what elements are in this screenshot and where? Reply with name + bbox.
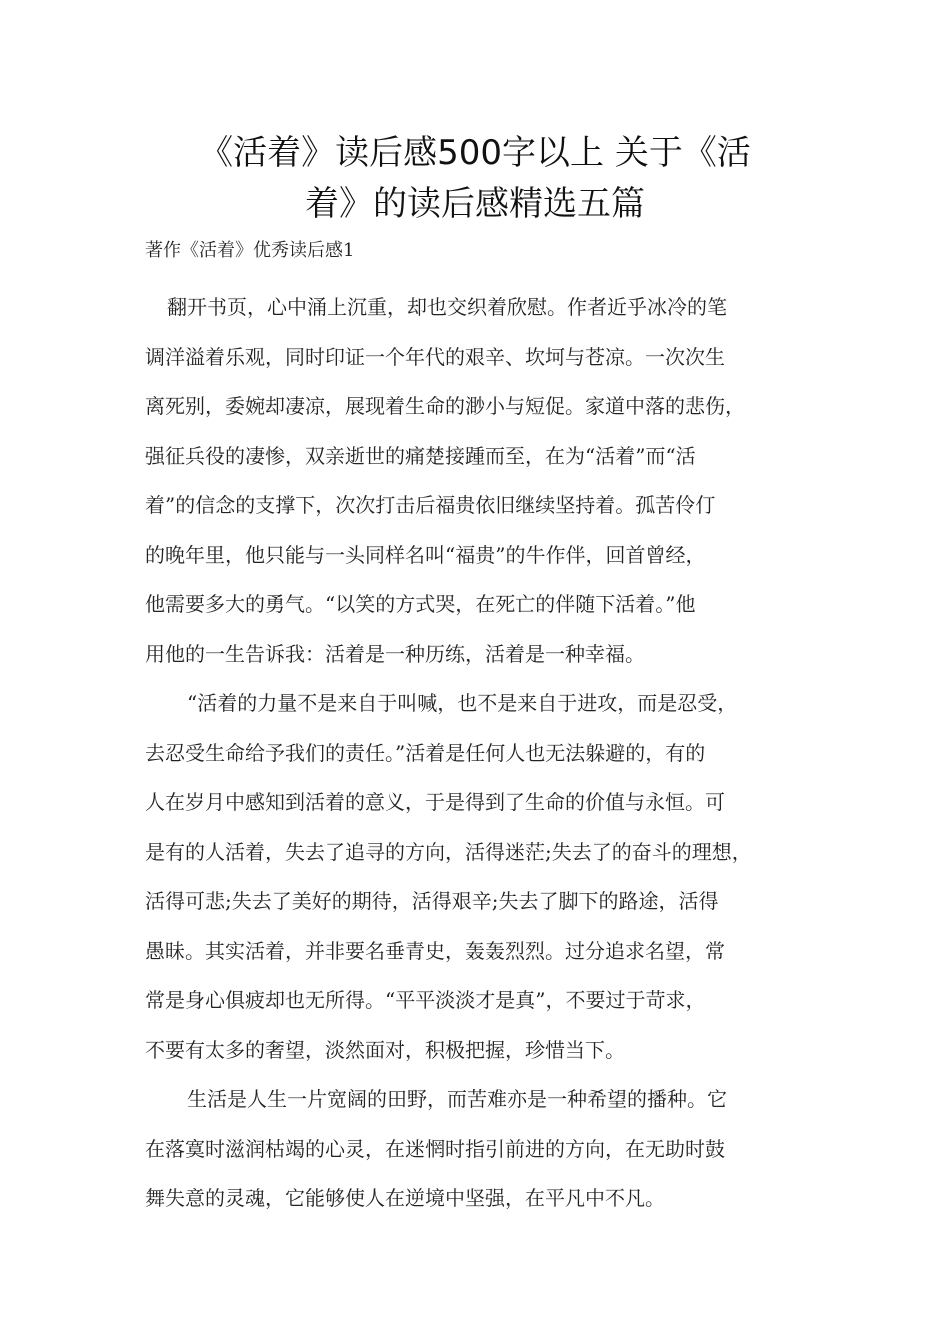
document-title bbox=[130, 128, 820, 230]
document-body bbox=[145, 283, 830, 1224]
section-heading: 著作《活着》优秀读后感1 bbox=[145, 240, 355, 261]
paragraph-2: “活着的力量不是来自于叫喊，也不是来自于进攻，而是忍受， 去忍受生命给予我们的责任。”活着是任何人也无法躲避的，有的 人在岁月中感知到活着的意义，于是得到了生命的价值与永恒。可 是有的人活着，失去了追寻的方向，活得迷茫;失去了的奋斗的理想， 活得可悲;失去了美好的期待，活得艰辛;失去了脚下的路途，活得 愚昧。其实活着，并非要名垂青史，轰轰烈烈。过分追求名望，常 常是身心俱疲却也无所得。“平平淡淡才是真”，不要过于苛求， 不要有太多的奢望，淡然面对，积极把握，珍惜当下。 bbox=[145, 691, 752, 1062]
paragraph-3: 生活是人生一片宽阔的田野，而苦难亦是一种希望的播种。它 在落寞时滋润枯竭的心灵，在迷惘时指引前进的方向，在无助时鼓 舞失意的灵魂，它能够使人在逆境中坚强，在平凡中不凡。 bbox=[145, 1087, 727, 1210]
title-line-1: 《活着》读后感500字以上 关于《活 bbox=[199, 133, 751, 173]
paragraph-1: 翻开书页，心中涌上沉重，却也交织着欣慰。作者近乎冰冷的笔 调洋溢着乐观，同时印证一个年代的艰辛、坎坷与苍凉。一次次生 离死别，委婉却凄凉，展现着生命的渺小与短促。家道中落的悲伤， 强征兵役的凄惨，双亲逝世的痛楚接踵而至，在为“活着”而“活 着”的信念的支撑下，次次打击后福贵依旧继续坚持着。孤苦伶仃 的晚年里，他只能与一头同样名叫“福贵”的牛作伴，回首曾经， 他需要多大的勇气。“以笑的方式哭，在死亡的伴随下活着。”他 用他的一生告诉我：活着是一种历练，活着是一种幸福。 bbox=[145, 295, 745, 666]
title-line-2: 着》的读后感精选五篇 bbox=[305, 184, 645, 224]
